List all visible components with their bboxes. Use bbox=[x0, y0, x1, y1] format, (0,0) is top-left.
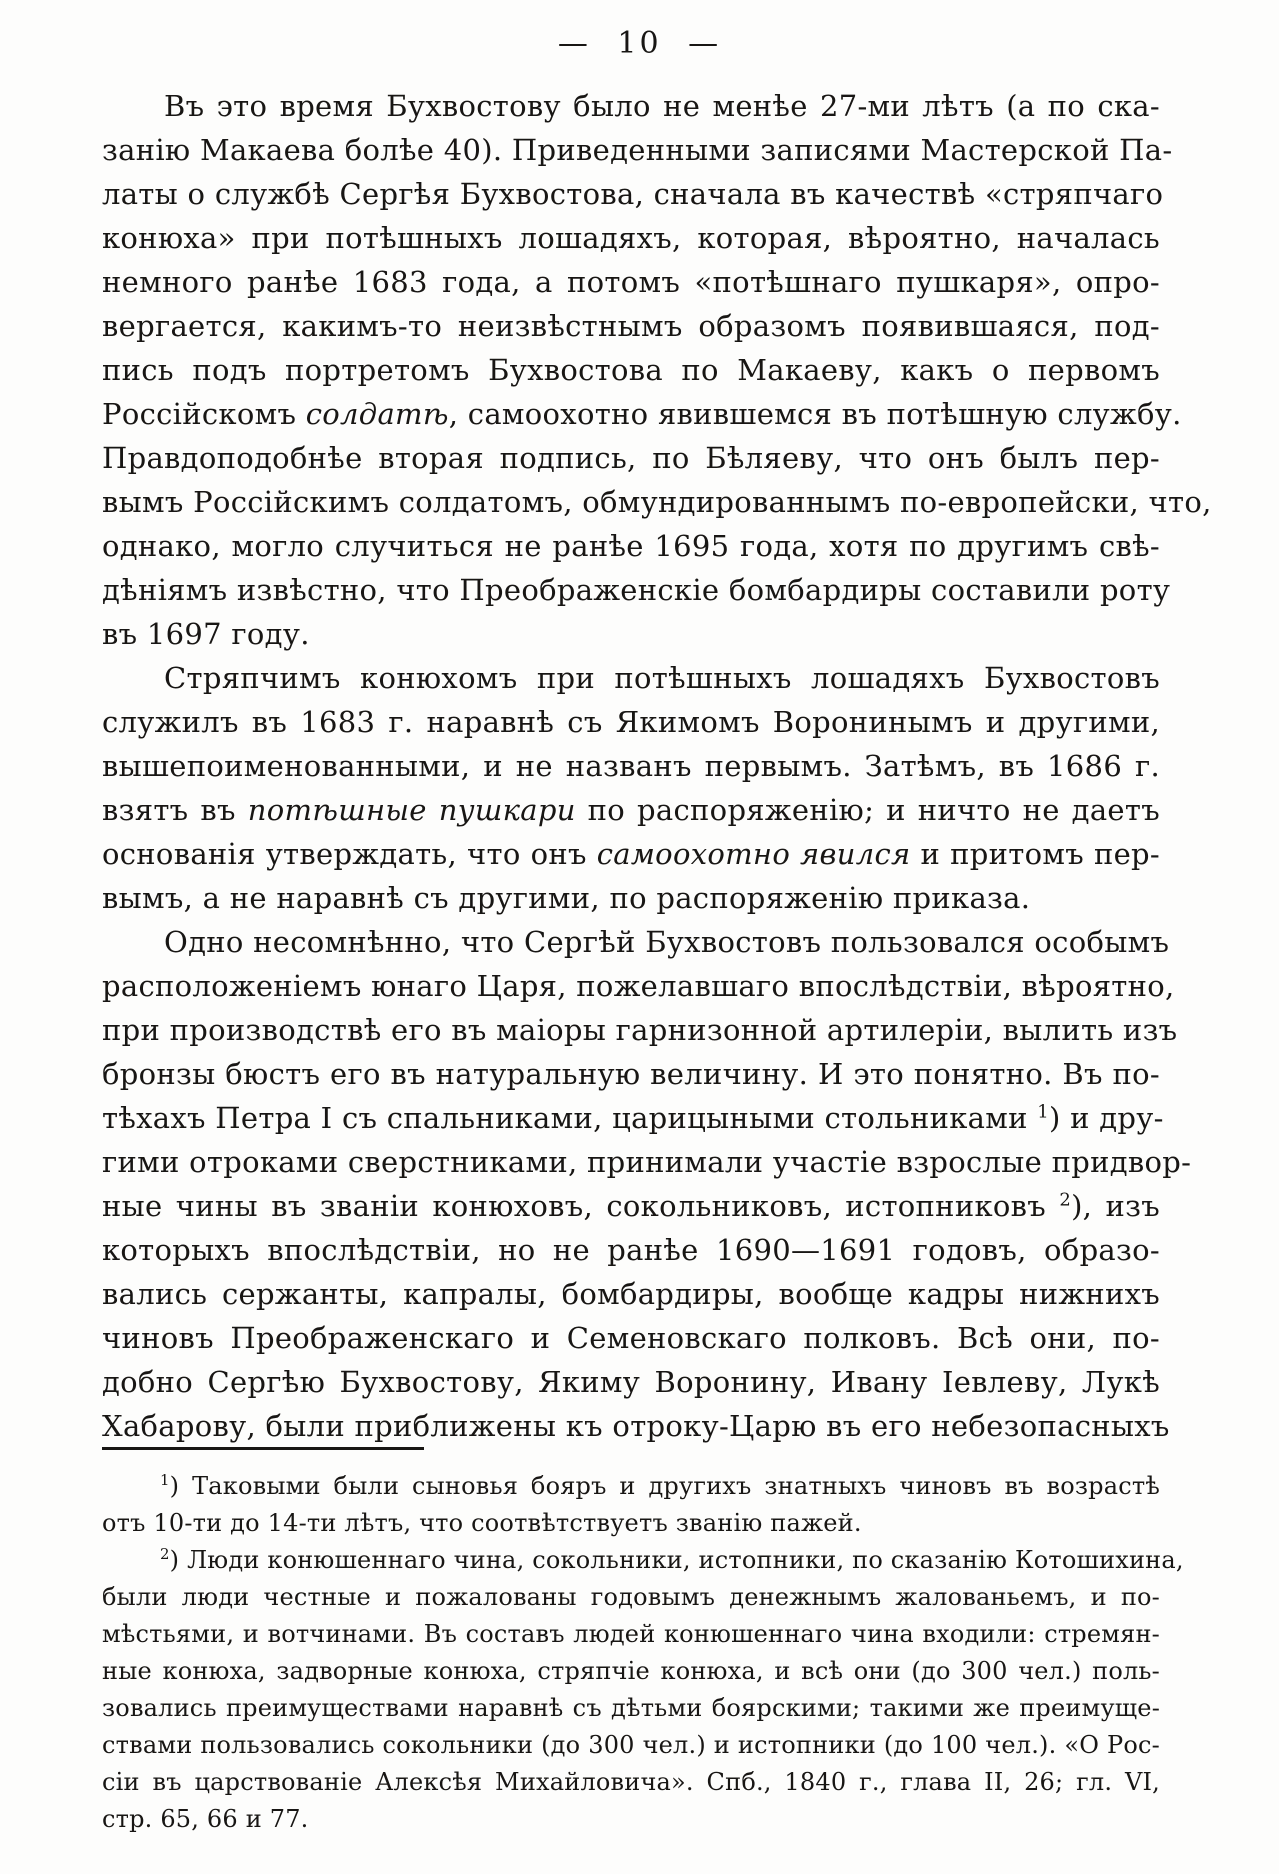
text-line: добно Сергѣю Бухвостову, Якиму Воронину, Ивану Іевлеву, Лукѣ bbox=[102, 1365, 1160, 1399]
text-line: занію Макаева болѣе 40). Приведенными записями Мастерской Па- bbox=[102, 133, 1173, 167]
footnote-line: сіи въ царствованіе Алексѣя Михайловича». Спб., 1840 г., глава II, 26; гл. VI, bbox=[102, 1768, 1160, 1796]
footnote-1 bbox=[102, 1468, 1160, 1542]
text-line: которыхъ впослѣдствіи, но не ранѣе 1690—1691 годовъ, образо- bbox=[102, 1233, 1160, 1267]
footnote-line: ствами пользовались сокольники (до 300 чел.) и истопники (до 100 чел.). «О Рос- bbox=[102, 1731, 1160, 1759]
footnote-2 bbox=[102, 1542, 1184, 1838]
text-line: Стряпчимъ конюхомъ при потѣшныхъ лошадяхъ Бухвостовъ bbox=[164, 661, 1160, 695]
text-line: тѣхахъ Петра I съ спальниками, царицыными стольниками $^1$) и дру- bbox=[102, 1101, 1164, 1135]
text-line: въ 1697 году. bbox=[102, 617, 310, 651]
text-line: вергается, какимъ-то неизвѣстнымъ образомъ появившаяся, под- bbox=[102, 309, 1160, 343]
text-line: взятъ въ потѣшные пушкари по распоряженію; и ничто не даетъ bbox=[102, 793, 1160, 827]
text-line: вышепоименованными, и не названъ первымъ. Затѣмъ, въ 1686 г. bbox=[102, 749, 1160, 783]
text-line: пись подъ портретомъ Бухвостова по Макаеву, какъ о первомъ bbox=[102, 353, 1160, 387]
footnote-line: отъ 10-ти до 14-ти лѣтъ, что соотвѣтствуетъ званію пажей. bbox=[102, 1509, 862, 1537]
text-line: немного ранѣе 1683 года, а потомъ «потѣшнаго пушкаря», опро- bbox=[102, 265, 1160, 299]
paragraph bbox=[102, 656, 1160, 920]
text-line: ные чины въ званіи конюховъ, сокольниковъ, истопниковъ $^2$), изъ bbox=[102, 1189, 1161, 1223]
paragraph bbox=[102, 84, 1212, 656]
text-line: гими отроками сверстниками, принимали участіе взрослые придвор- bbox=[102, 1145, 1192, 1179]
text-line: основанія утверждать, что онъ самоохотно явился и притомъ пер- bbox=[102, 837, 1161, 871]
footnote-marker-2: 2 bbox=[160, 1545, 170, 1563]
text-line: конюха» при потѣшныхъ лошадяхъ, которая, вѣроятно, началась bbox=[102, 221, 1160, 255]
page-number: — 10 — bbox=[557, 26, 722, 61]
footnote-line: $^2$) Люди конюшеннаго чина, сокольники, истопники, по сказанію Котошихина, bbox=[160, 1545, 1184, 1574]
text-line: Правдоподобнѣе вторая подпись, по Бѣляеву, что онъ былъ пер- bbox=[102, 441, 1160, 475]
italic-phrase: потѣшные пушкари bbox=[247, 793, 576, 827]
footnote-line: мѣстьями, и вотчинами. Въ составъ людей конюшеннаго чина входили: стремян- bbox=[102, 1620, 1160, 1648]
footnote-line: были люди честные и пожалованы годовымъ денежнымъ жалованьемъ, и по- bbox=[102, 1583, 1160, 1611]
footnote-separator bbox=[102, 1447, 424, 1450]
paragraph bbox=[102, 920, 1192, 1448]
footnote-marker-1: 1 bbox=[160, 1471, 170, 1489]
text-line: вымъ Россійскимъ солдатомъ, обмундированнымъ по-европейски, что, bbox=[102, 485, 1212, 519]
footnote-line: стр. 65, 66 и 77. bbox=[102, 1805, 309, 1833]
text-line: чиновъ Преображенскаго и Семеновскаго полковъ. Всѣ они, по- bbox=[102, 1321, 1160, 1355]
italic-phrase: самоохотно явился bbox=[596, 837, 911, 871]
text-line: вались сержанты, капралы, бомбардиры, вообще кадры нижнихъ bbox=[102, 1277, 1160, 1311]
footnote-line: $^1$) Таковыми были сыновья бояръ и другихъ знатныхъ чиновъ въ возрастѣ bbox=[160, 1471, 1160, 1500]
text-line: дѣніямъ извѣстно, что Преображенскіе бомбардиры составили роту bbox=[102, 573, 1171, 607]
text-line: однако, могло случиться не ранѣе 1695 года, хотя по другимъ свѣ- bbox=[102, 529, 1160, 563]
text-line: расположеніемъ юнаго Царя, пожелавшаго впослѣдствіи, вѣроятно, bbox=[102, 969, 1175, 1003]
footnote-ref-1: 1 bbox=[1037, 1101, 1049, 1123]
text-line: при производствѣ его въ маіоры гарнизонной артилеріи, вылить изъ bbox=[102, 1013, 1178, 1047]
text-line: Хабарову, были приближены къ отроку-Царю въ его небезопасныхъ bbox=[102, 1409, 1170, 1443]
footnote-line: зовались преимуществами наравнѣ съ дѣтьми боярскими; такими же преимуще- bbox=[102, 1694, 1160, 1722]
text-line: служилъ въ 1683 г. наравнѣ съ Якимомъ Воронинымъ и другими, bbox=[102, 705, 1160, 739]
text-line: вымъ, а не наравнѣ съ другими, по распоряженію приказа. bbox=[102, 881, 1031, 915]
text-line: бронзы бюстъ его въ натуральную величину. И это понятно. Въ по- bbox=[102, 1057, 1160, 1091]
italic-phrase: солдатѣ bbox=[305, 397, 449, 431]
text-line: латы о службѣ Сергѣя Бухвостова, сначала въ качествѣ «стряпчаго bbox=[102, 177, 1164, 211]
main-text bbox=[102, 84, 1212, 1448]
text-line: Россійскомъ солдатѣ, самоохотно явившемся въ потѣшную службу. bbox=[102, 397, 1182, 431]
footnote-line: ные конюха, задворные конюха, стряпчіе конюха, и всѣ они (до 300 чел.) поль- bbox=[102, 1657, 1160, 1685]
footnotes bbox=[102, 1468, 1184, 1838]
footnote-ref-2: 2 bbox=[1059, 1189, 1072, 1211]
text-line: Въ это время Бухвостову было не менѣе 27-ми лѣтъ (а по ска- bbox=[164, 89, 1160, 123]
text-line: Одно несомнѣнно, что Сергѣй Бухвостовъ пользовался особымъ bbox=[164, 925, 1170, 959]
